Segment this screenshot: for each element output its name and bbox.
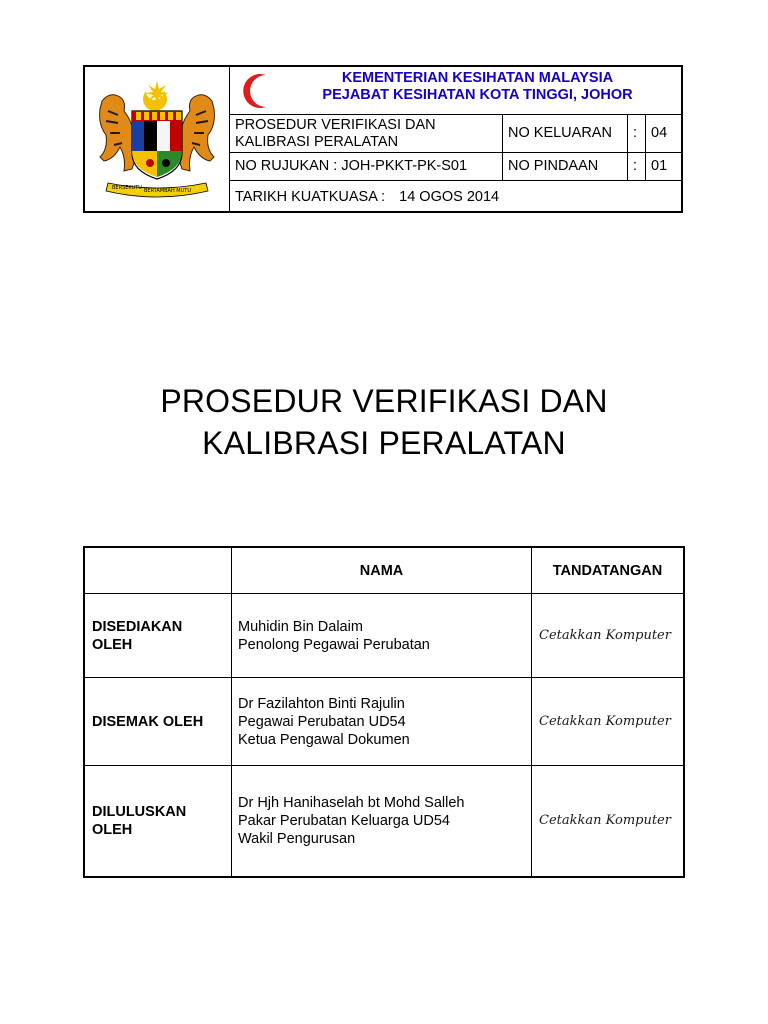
table-row-name <box>232 766 532 876</box>
tarikh-value: 14 OGOS 2014 <box>399 188 500 205</box>
name-line: Muhidin Bin Dalaim <box>238 618 363 635</box>
role-line1: DISEDIAKAN <box>92 618 183 635</box>
role-line2: OLEH <box>92 822 133 838</box>
table-row-role <box>85 678 232 766</box>
document-title-line1: PROSEDUR VERIFIKASI DAN <box>160 383 608 419</box>
signature-text: Cetakkan Komputer <box>532 678 683 766</box>
table-header-blank <box>85 548 232 594</box>
signature-text: Cetakkan Komputer <box>539 813 671 828</box>
role-line1: DILULUSKAN <box>92 804 187 820</box>
doc-title-line1: PROSEDUR VERIFIKASI DAN <box>235 117 436 133</box>
role-line1: DISEMAK OLEH <box>92 713 204 730</box>
doc-title-line2: KALIBRASI PERALATAN <box>235 134 399 150</box>
organization-row <box>230 67 681 115</box>
name-line: Pegawai Perubatan UD54 <box>238 713 406 730</box>
svg-text:BERSEKUTU: BERSEKUTU <box>112 185 142 191</box>
name-line: Ketua Pengawal Dokumen <box>238 731 410 748</box>
name-line: Pakar Perubatan Keluarga UD54 <box>238 813 450 829</box>
no-pindaan-value: 01 <box>646 153 681 181</box>
name-line: Dr Hjh Hanihaselah bt Mohd Salleh <box>238 795 465 811</box>
role-line2: OLEH <box>92 636 133 653</box>
name-line: Wakil Pengurusan <box>238 831 356 847</box>
column-header-tandatangan: TANDATANGAN <box>532 548 683 594</box>
table-row-name <box>232 678 532 766</box>
table-row-name <box>232 594 532 678</box>
tarikh-kuatkuasa <box>230 181 681 213</box>
no-keluaran-label: NO KELUARAN <box>503 115 628 153</box>
column-header-nama: NAMA <box>232 548 532 594</box>
svg-text:BERTAMBAH MUTU: BERTAMBAH MUTU <box>144 188 191 194</box>
no-keluaran-colon: : <box>628 115 646 153</box>
doc-title-cell <box>230 115 503 153</box>
logo-cell <box>85 67 230 211</box>
no-keluaran-value: 04 <box>646 115 681 153</box>
document-title <box>0 380 768 464</box>
organization-name <box>280 70 675 104</box>
table-row-role <box>85 766 232 876</box>
approval-table <box>83 546 685 878</box>
document-header <box>83 65 683 213</box>
table-row-role <box>85 594 232 678</box>
malaysia-coat-of-arms-icon <box>88 75 226 203</box>
office-name: PEJABAT KESIHATAN KOTA TINGGI, JOHOR <box>322 87 633 103</box>
no-pindaan-label: NO PINDAAN <box>503 153 628 181</box>
signature-text: Cetakkan Komputer <box>532 594 683 678</box>
ministry-name: KEMENTERIAN KESIHATAN MALAYSIA <box>341 70 614 86</box>
document-title-line2: KALIBRASI PERALATAN <box>202 425 566 461</box>
name-line: Penolong Pegawai Perubatan <box>238 636 430 653</box>
no-rujukan: NO RUJUKAN : JOH-PKKT-PK-S01 <box>230 153 503 181</box>
red-crescent-icon <box>240 71 280 111</box>
name-line: Dr Fazilahton Binti Rajulin <box>238 695 405 712</box>
no-pindaan-colon: : <box>628 153 646 181</box>
tarikh-label: TARIKH KUATKUASA : <box>235 188 386 205</box>
